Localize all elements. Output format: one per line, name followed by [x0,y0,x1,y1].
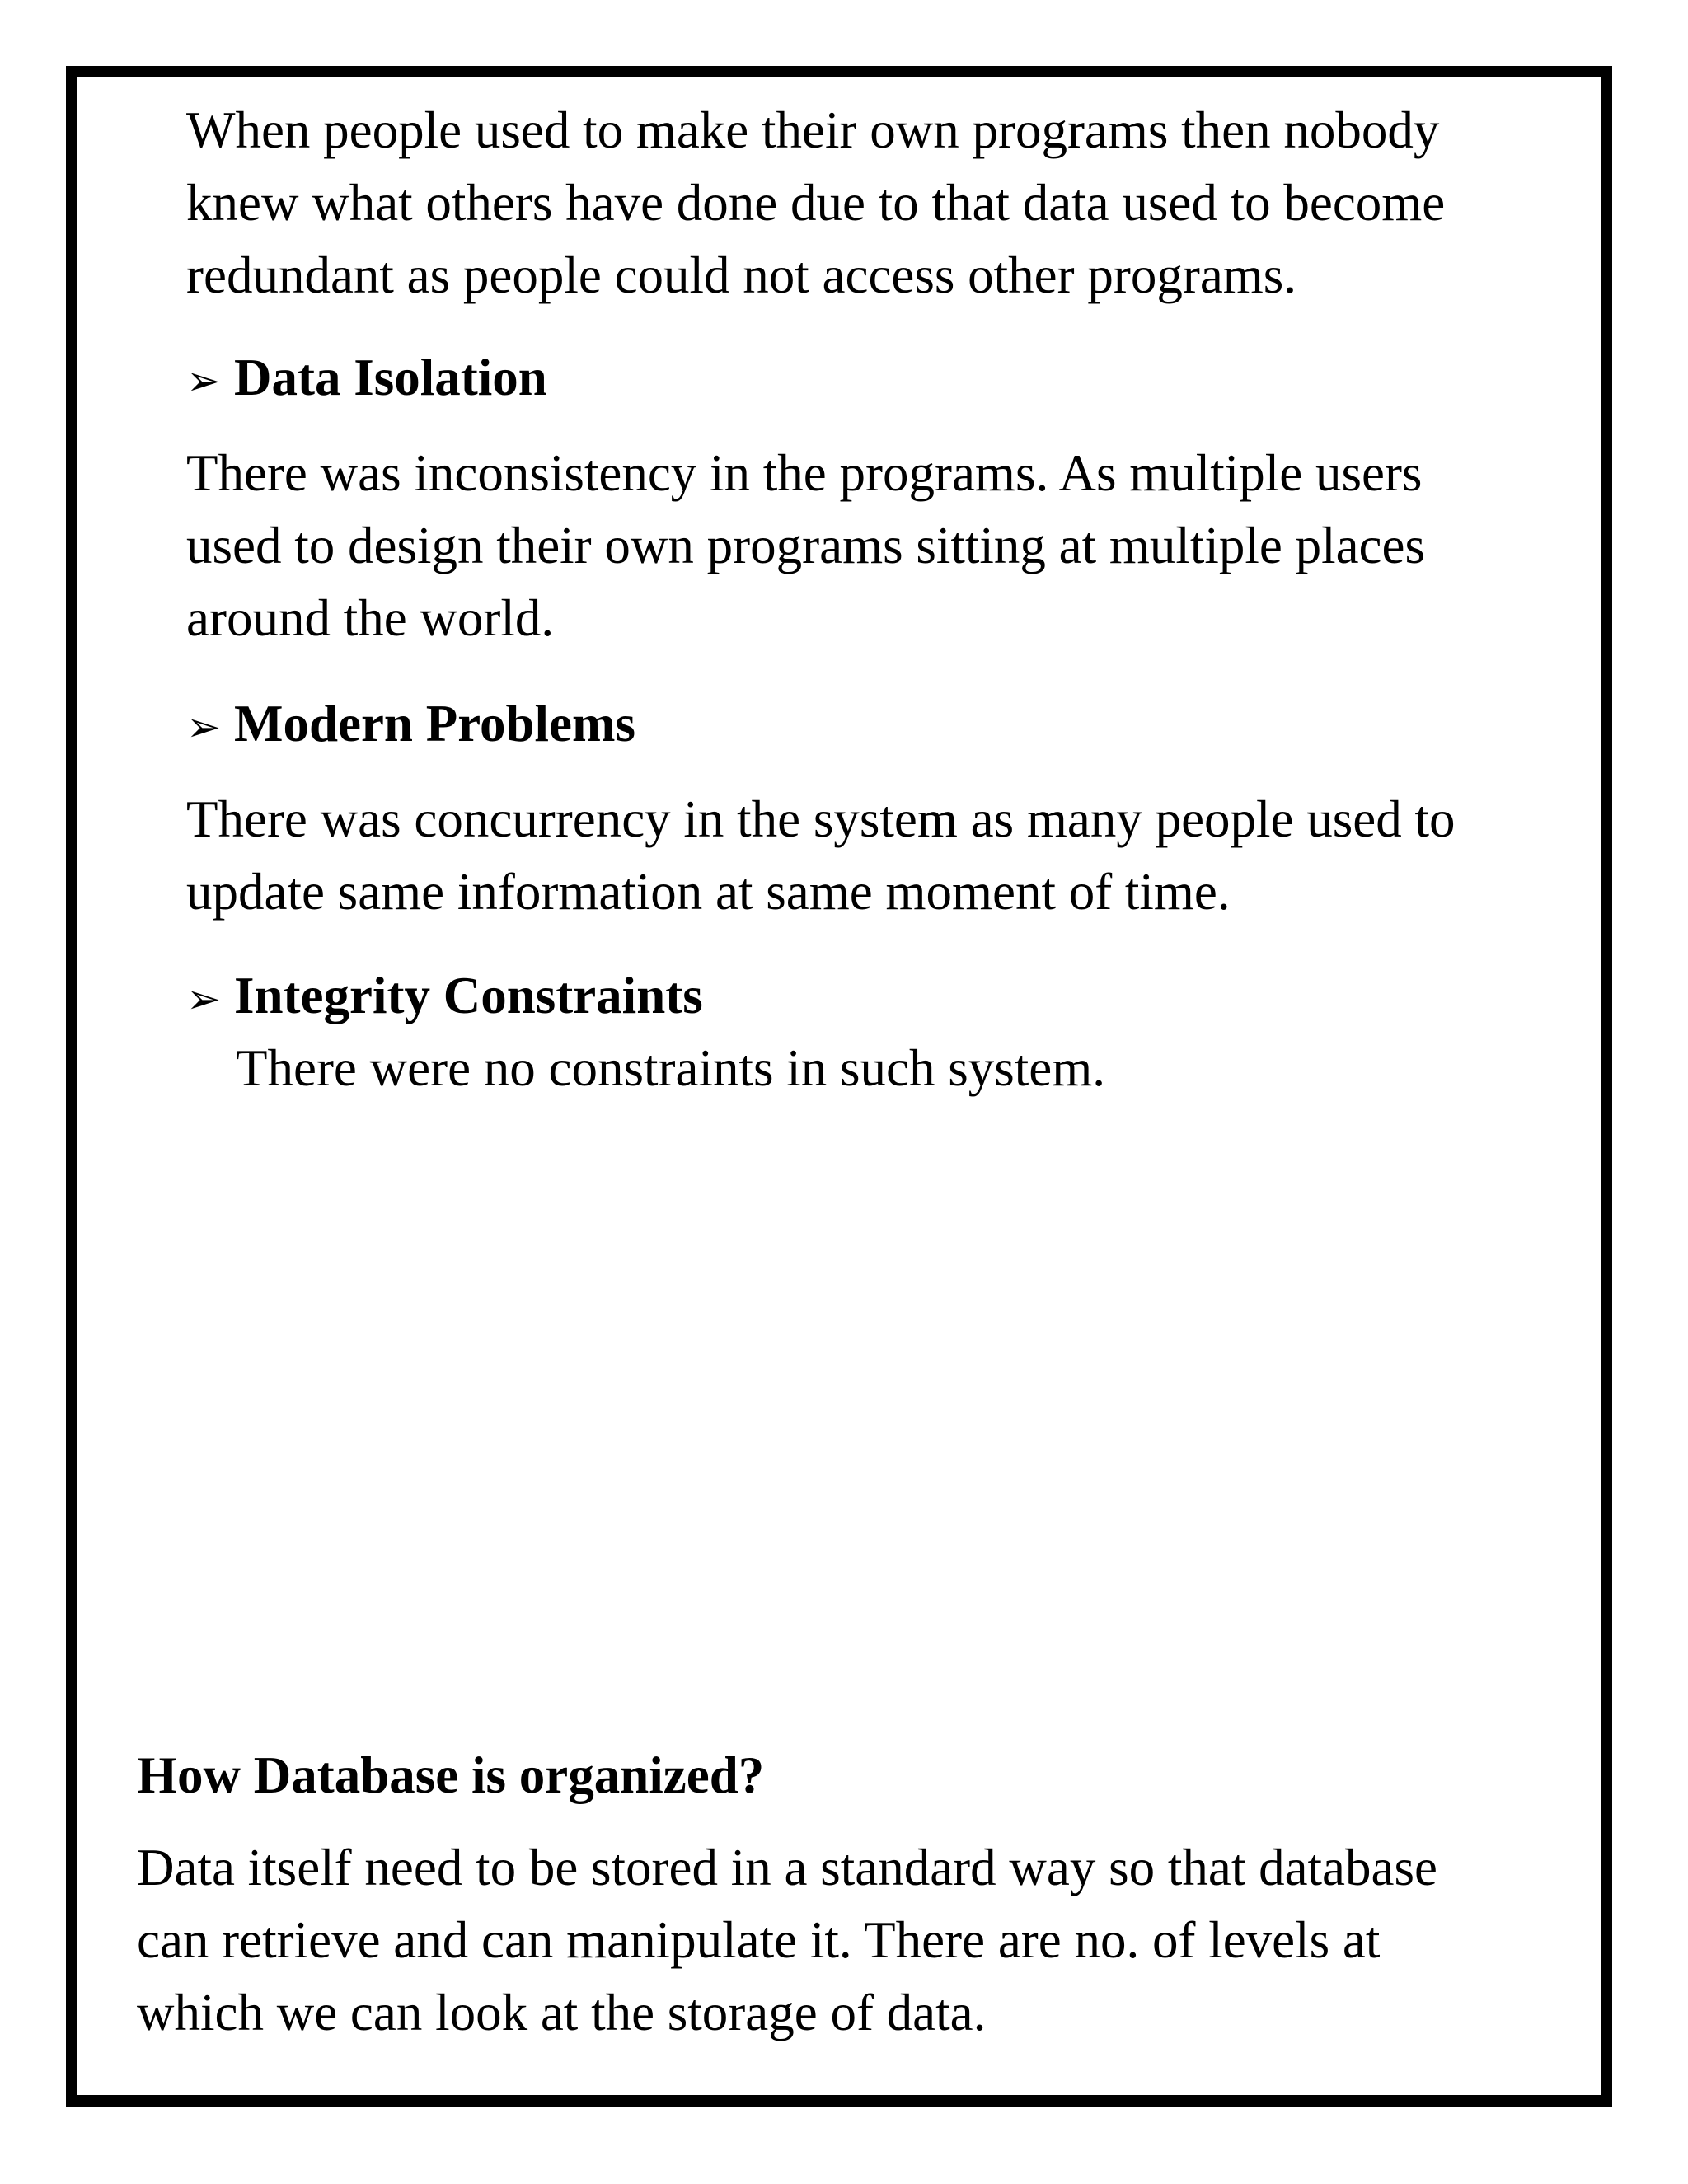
organization-paragraph [137,1831,1437,2049]
section-paragraph-data-isolation [186,437,1425,654]
paragraph-line: can retrieve and can manipulate it. There are no. of levels at [137,1911,1381,1969]
paragraph-line: There were no constraints in such system. [236,1039,1105,1097]
heading-text: Data Isolation [234,349,547,406]
section-paragraph-modern-problems [186,783,1456,928]
intro-line: redundant as people could not access other programs. [186,246,1297,304]
section-heading-modern-problems [186,687,635,763]
heading-text: Modern Problems [234,695,636,752]
paragraph-line: There was concurrency in the system as many people used to [186,790,1456,848]
intro-paragraph [186,94,1445,312]
paragraph-line: update same information at same moment of time. [186,863,1231,921]
section-heading-integrity-constraints [186,959,703,1035]
arrow-bullet-icon: ➢ [186,357,221,405]
heading-text: Integrity Constraints [234,967,703,1024]
intro-line: knew what others have done due to that data used to become [186,174,1446,232]
paragraph-line: around the world. [186,589,555,647]
section-paragraph-integrity-constraints [236,1032,1105,1104]
intro-line: When people used to make their own programs then nobody [186,101,1440,159]
paragraph-line: Data itself need to be stored in a standard way so that database [137,1839,1437,1896]
organization-heading: How Database is organized? [137,1746,765,1804]
paragraph-line: used to design their own programs sitting at multiple places [186,517,1425,574]
paragraph-line: which we can look at the storage of data. [137,1984,987,2041]
arrow-bullet-icon: ➢ [186,703,221,751]
paragraph-line: There was inconsistency in the programs. As multiple users [186,444,1423,502]
section-heading-data-isolation [186,341,547,417]
arrow-bullet-icon: ➢ [186,975,221,1023]
